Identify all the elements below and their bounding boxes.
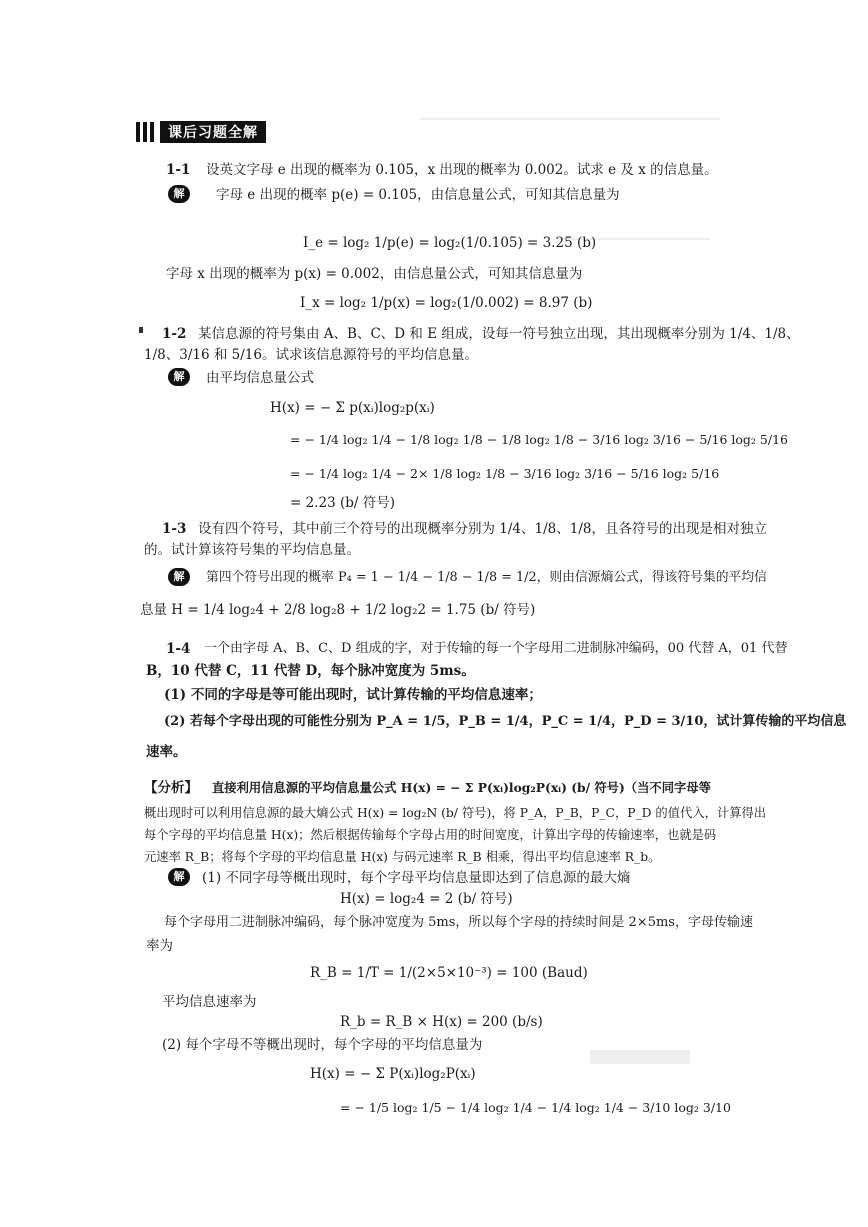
p1-2-eq4: = 2.23 (b/ 符号) [290,495,395,511]
analysis-l1: 直接利用信息源的平均信息量公式 H(x) = − Σ P(xᵢ)log₂P(xᵢ) (b/ 符号)（当不同字母等 [212,780,711,795]
problem-1-4-sub2-l1: (2) 若每个字母出现的可能性分别为 P_A = 1/5，P_B = 1/4，P_C = 1/4，P_D = 3/10，试计算传输的平均信息 [164,714,847,729]
scan-mark [139,327,143,333]
problem-1-4-number: 1-4 [166,641,191,657]
problem-1-4-sub1: (1) 不同的字母是等可能出现时，试计算传输的平均信息速率； [164,687,542,703]
p1-4-sol1-l1: (1) 不同字母等概出现时，每个字母平均信息量即达到了信息源的最大熵 [202,870,631,886]
p1-4-sol2-eq1: H(x) = − Σ P(xᵢ)log₂P(xᵢ) [310,1066,476,1082]
analysis-l4: 元速率 R_B；将每个字母的平均信息量 H(x) 与码元速率 R_B 相乘，得出平均信息速率 R_b。 [144,850,661,864]
header-stripes [136,122,154,142]
solution-badge: 解 [168,185,190,203]
p1-2-solution-text: 由平均信息量公式 [206,370,314,386]
problem-1-3-question-l1: 设有四个符号，其中前三个符号的出现概率分别为 1/4、1/8、1/8，且各符号的出现是相对独立 [198,521,767,537]
analysis-tag: 【分析】 [144,780,198,796]
p1-2-eq2: = − 1/4 log₂ 1/4 − 1/8 log₂ 1/8 − 1/8 log₂ 1/8 − 3/16 log₂ 3/16 − 5/16 log₂ 5/16 [290,432,788,447]
p1-4-sol2-l1: (2) 每个字母不等概出现时，每个字母的平均信息量为 [162,1037,483,1053]
problem-1-4-q-l1: 一个由字母 A、B、C、D 组成的字，对于传输的每一个字母用二进制脉冲编码，00 代替 A，01 代替 [204,641,788,656]
p1-2-eq3: = − 1/4 log₂ 1/4 − 2× 1/8 log₂ 1/8 − 3/16 log₂ 3/16 − 5/16 log₂ 5/16 [290,466,720,481]
p1-1-text-x: 字母 x 出现的概率为 p(x) = 0.002，由信息量公式，可知其信息量为 [166,266,583,282]
p1-3-solution-l1: 第四个符号出现的概率 P₄ = 1 − 1/4 − 1/8 − 1/8 = 1/2，则由信源熵公式，得该符号集的平均信 [206,570,767,585]
p1-4-sol1-l3: 率为 [146,938,173,954]
analysis-l3: 每个字母的平均信息量 H(x)；然后根据传输每个字母占用的时间宽度，计算出字母的传输速率，也就是码 [144,828,717,842]
section-title: 课后习题全解 [160,121,266,143]
p1-4-avg-text: 平均信息速率为 [162,994,257,1010]
scan-noise [420,118,720,120]
p1-4-sol1-eq: H(x) = log₂4 = 2 (b/ 符号) [340,891,513,907]
p1-4-rb-eq: R_B = 1/T = 1/(2×5×10⁻³) = 100 (Baud) [310,965,588,981]
p1-4-sol2-eq2: = − 1/5 log₂ 1/5 − 1/4 log₂ 1/4 − 1/4 log₂ 1/4 − 3/10 log₂ 3/10 [340,1100,731,1115]
problem-1-1-question: 设英文字母 e 出现的概率为 0.105，x 出现的概率为 0.002。试求 e 及 x 的信息量。 [206,162,718,178]
p1-3-solution-l2: 息量 H = 1/4 log₂4 + 2/8 log₂8 + 1/2 log₂2 = 1.75 (b/ 符号) [140,602,536,618]
section-header [136,121,266,143]
problem-1-1-number: 1-1 [166,162,191,178]
solution-badge: 解 [168,868,190,886]
p1-2-eq1: H(x) = − Σ p(xᵢ)log₂p(xᵢ) [270,400,435,416]
p1-1-eq-x: I_x = log₂ 1/p(x) = log₂(1/0.002) = 8.97 (b) [300,295,593,311]
solution-badge: 解 [168,568,190,586]
p1-4-rb2-eq: R_b = R_B × H(x) = 200 (b/s) [340,1014,543,1030]
solution-badge: 解 [168,368,190,386]
scan-noise [590,1050,690,1064]
problem-1-2-number: 1-2 [162,326,187,342]
problem-1-3-question-l2: 的。试计算该符号集的平均信息量。 [144,542,360,558]
p1-4-sol1-l2: 每个字母用二进制脉冲编码，每个脉冲宽度为 5ms，所以每个字母的持续时间是 2×5ms，字母传输速 [164,915,753,930]
problem-1-2-question-l2: 1/8、3/16 和 5/16。试求该信息源符号的平均信息量。 [144,347,478,363]
problem-1-4-sub2-l2: 速率。 [146,744,187,760]
analysis-l2: 概出现时可以利用信息源的最大熵公式 H(x) = log₂N (b/ 符号)，将 P_A，P_B，P_C，P_D 的值代入，计算得出 [144,806,767,820]
problem-1-3-number: 1-3 [162,521,187,537]
p1-1-solution-text: 字母 e 出现的概率 p(e) = 0.105，由信息量公式，可知其信息量为 [216,187,620,203]
problem-1-2-question-l1: 某信息源的符号集由 A、B、C、D 和 E 组成，设每一符号独立出现，其出现概率分别为 1/4、1/8、 [198,326,800,342]
p1-1-eq-e: I_e = log₂ 1/p(e) = log₂(1/0.105) = 3.25 (b) [303,235,597,251]
problem-1-4-q-l2: B，10 代替 C，11 代替 D，每个脉冲宽度为 5ms。 [146,663,475,679]
